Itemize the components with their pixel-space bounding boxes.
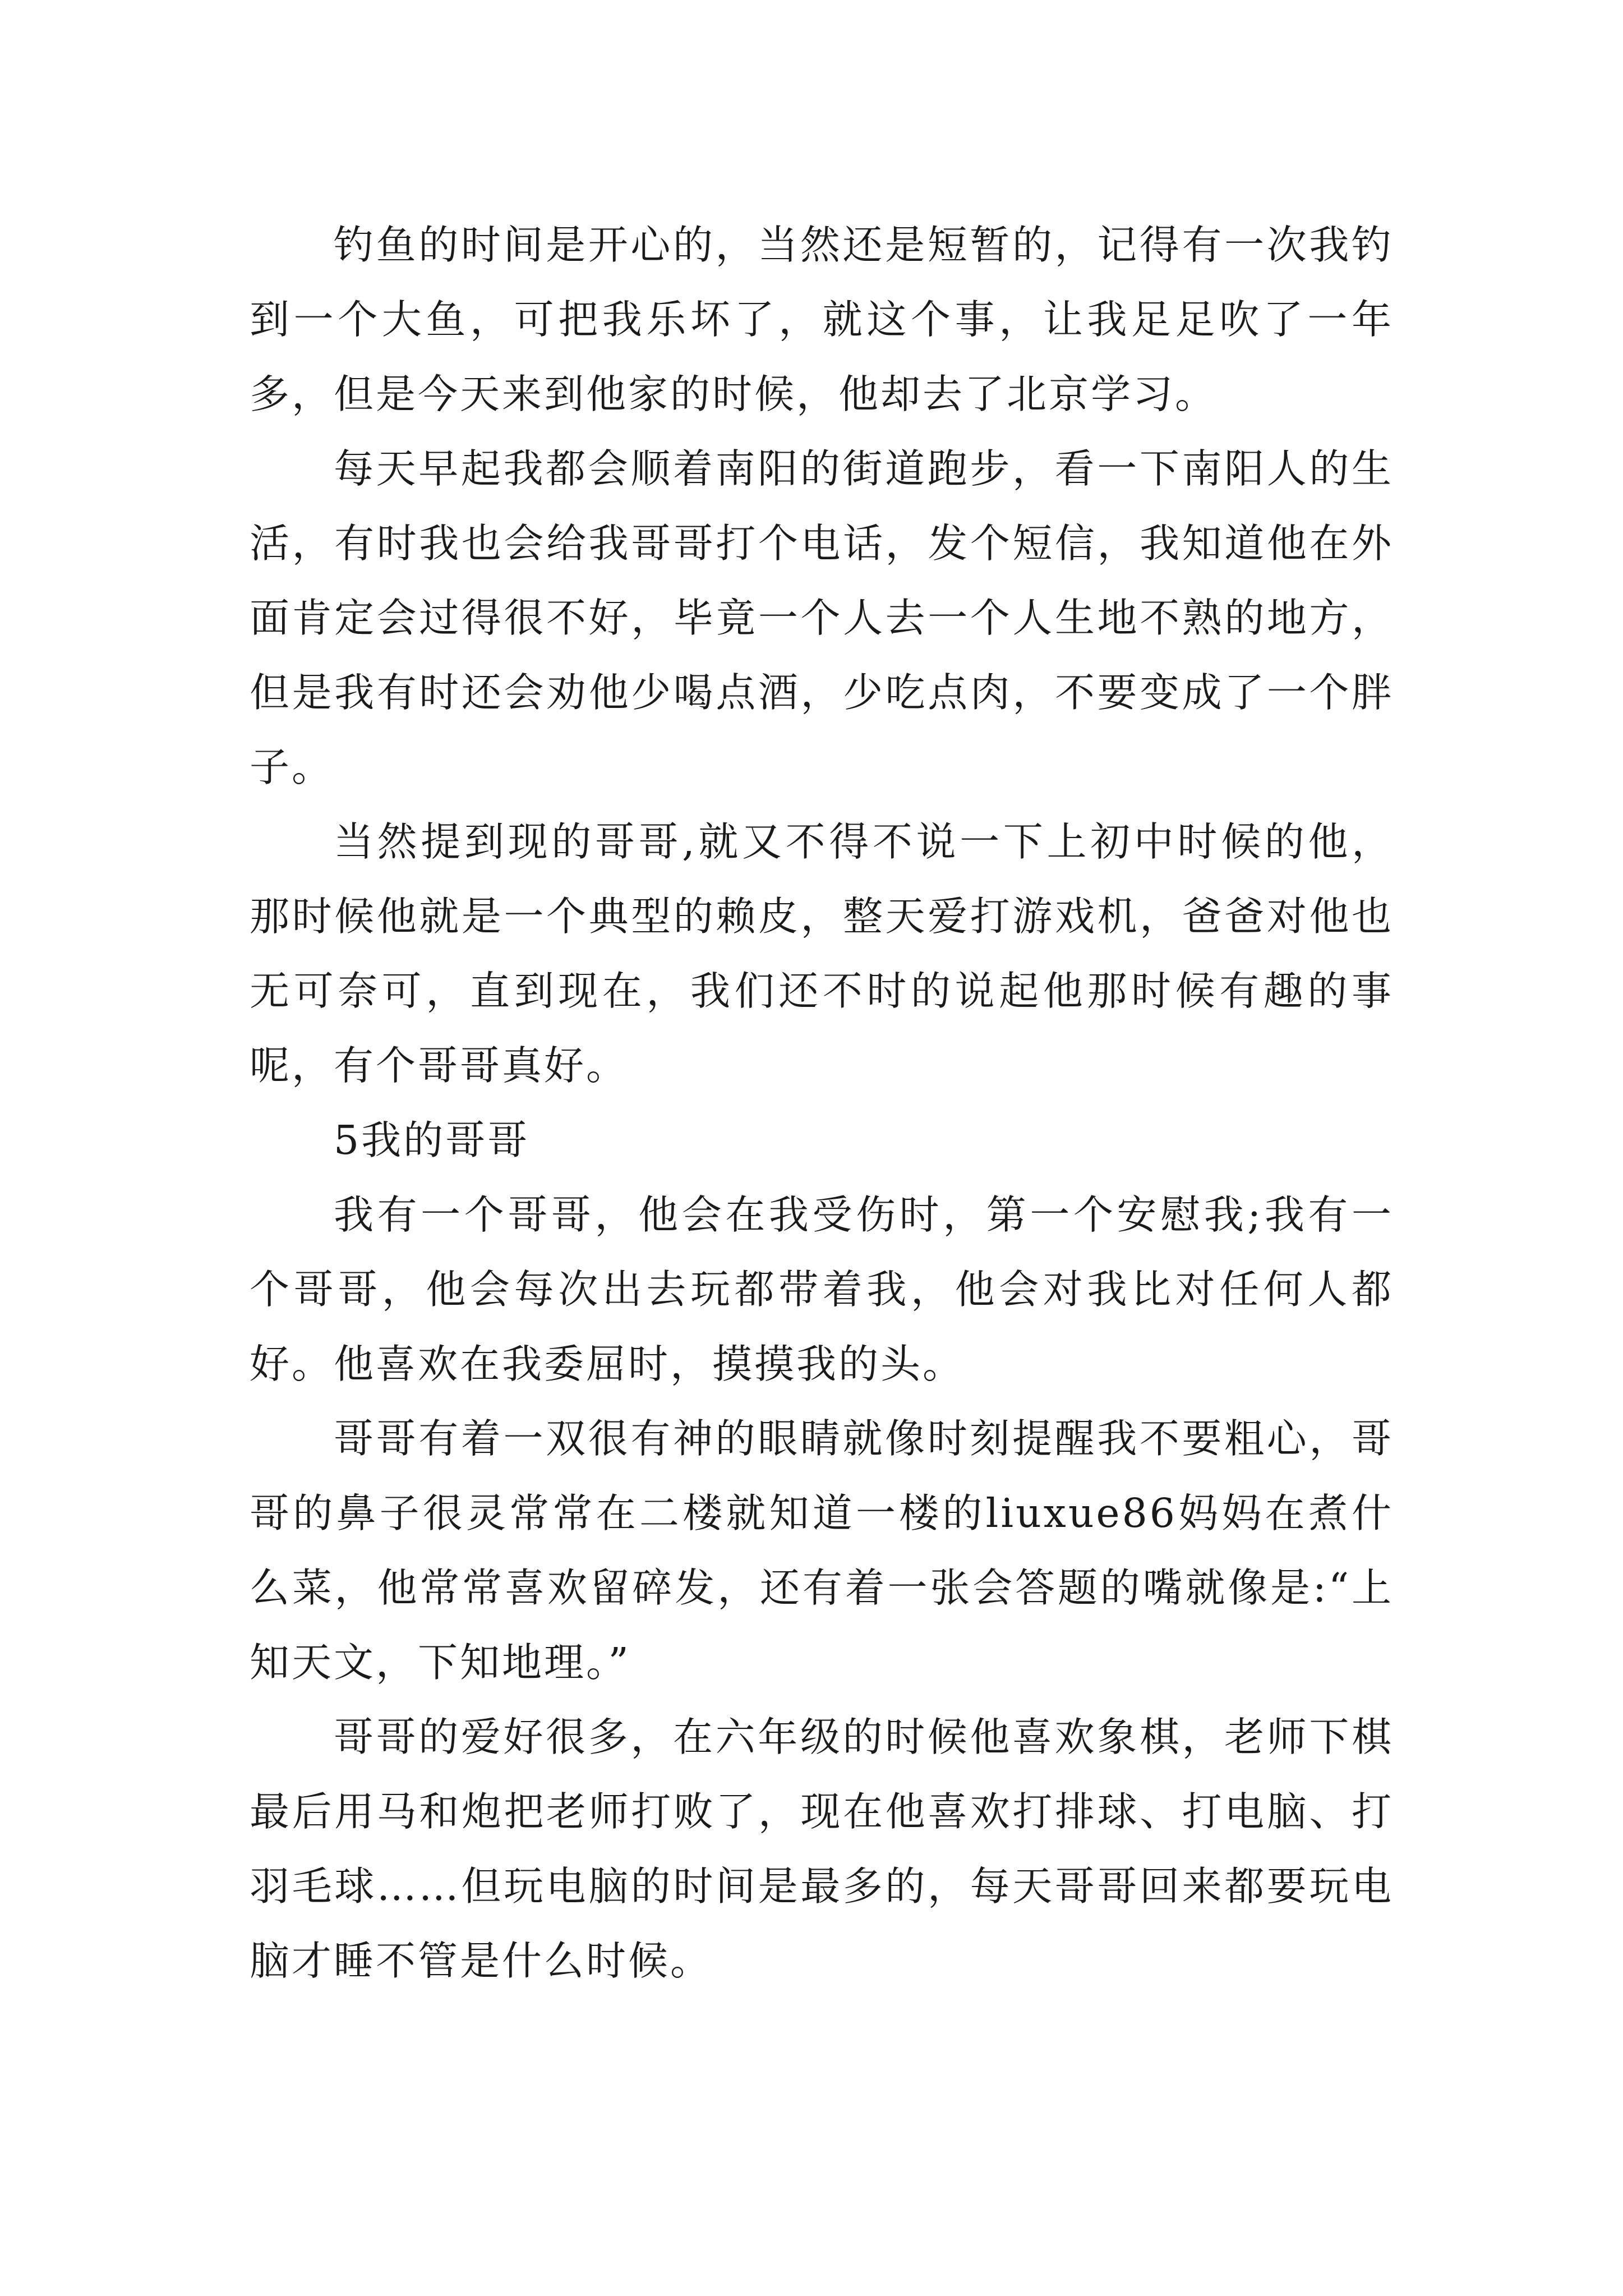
paragraph-morning-run: 每天早起我都会顺着南阳的街道跑步，看一下南阳人的生活，有时我也会给我哥哥打个电话，发个短信，我知道他在外面肯定会过得很不好，毕竟一个人去一个人生地不熟的地方，但是我有时还会劝他少喝点酒，少吃点肉，不要变成了一个胖子。 — [250, 445, 1394, 790]
paragraph-fishing: 钓鱼的时间是开心的，当然还是短暂的，记得有一次我钓到一个大鱼，可把我乐坏了，就这个事，让我足足吹了一年多，但是今天来到他家的时候，他却去了北京学习。 — [250, 222, 1394, 417]
paragraph-appearance: 哥哥有着一双很有神的眼睛就像时刻提醒我不要粗心，哥哥的鼻子很灵常常在二楼就知道一楼的liuxue86妈妈在煮什么菜，他常常喜欢留碎发，还有着一张会答题的嘴就像是:“上知天文，下知地理。” — [250, 1415, 1394, 1686]
paragraph-hobbies: 哥哥的爱好很多，在六年级的时候他喜欢象棋，老师下棋最后用马和炮把老师打败了，现在他喜欢打排球、打电脑、打羽毛球……但玩电脑的时间是最多的，每天哥哥回来都要玩电脑才睡不管是什么时候。 — [250, 1714, 1394, 1984]
paragraph-middle-school: 当然提到现的哥哥,就又不得不说一下上初中时候的他，那时候他就是一个典型的赖皮，整天爱打游戏机，爸爸对他也无可奈可，直到现在，我们还不时的说起他那时候有趣的事呢，有个哥哥真好。 — [250, 818, 1394, 1089]
document-body — [250, 208, 1394, 1998]
paragraph-comfort: 我有一个哥哥，他会在我受伤时，第一个安慰我;我有一个哥哥，他会每次出去玩都带着我，他会对我比对任何人都好。他喜欢在我委屈时，摸摸我的头。 — [250, 1191, 1394, 1387]
section-heading: 5我的哥哥 — [334, 1117, 530, 1163]
